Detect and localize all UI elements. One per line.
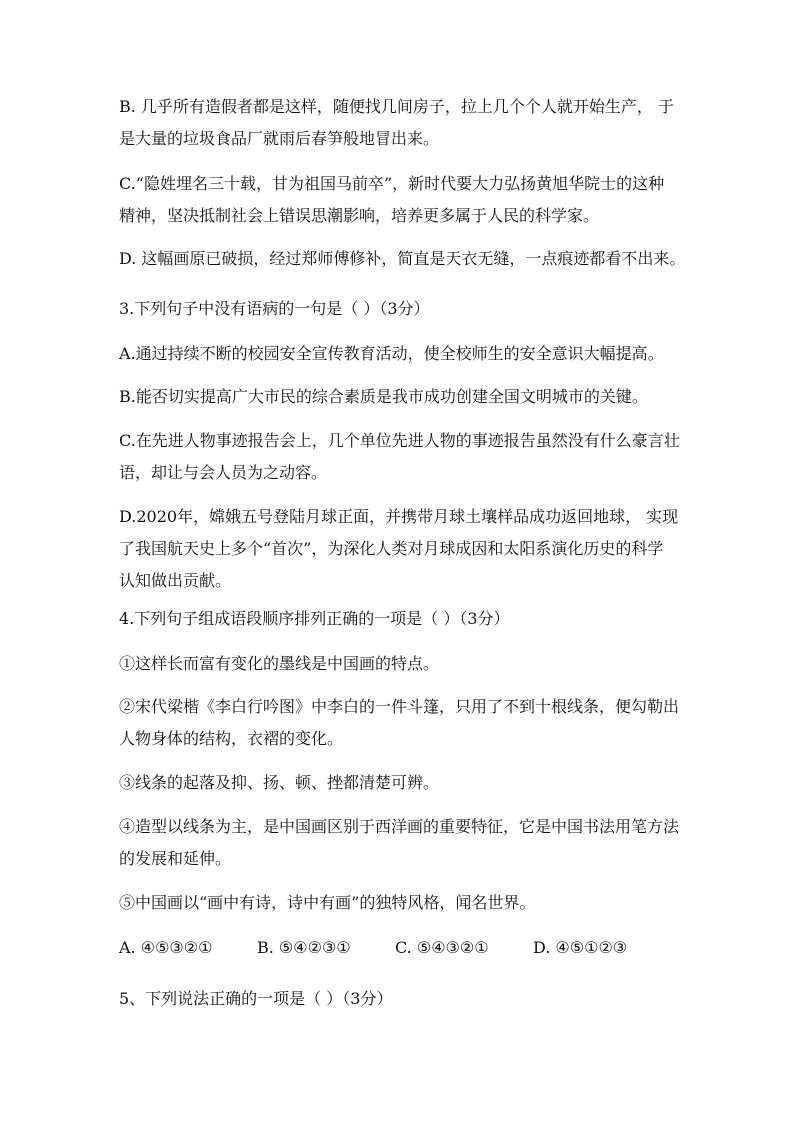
q4-sentence-5: ⑤中国画以“画中有诗，诗中有画”的独特风格，闻名世界。 xyxy=(119,893,536,912)
q4-sentence-1: ①这样长而富有变化的墨线是中国画的特点。 xyxy=(119,654,440,673)
q4-sentence-3: ③线条的起落及抑、扬、顿、挫都清楚可辨。 xyxy=(119,773,440,792)
q2-option-b-line-2: 是大量的垃圾食品厂就雨后春笋般地冒出来。 xyxy=(119,129,440,148)
q3-option-d-line-2: 了我国航天史上多个“首次”，为深化人类对月球成因和太阳系演化历史的科学 xyxy=(119,539,664,558)
q4-options xyxy=(119,937,679,959)
q3-stem: 3.下列句子中没有语病的一句是（ ）（3分） xyxy=(119,299,430,318)
q2-option-d: D. 这幅画原已破损，经过郑师傅修补，简直是天衣无缝，一点痕迹都看不出来。 xyxy=(119,249,686,268)
q4-option-d: D. ④⑤①②③ xyxy=(533,938,628,957)
q4-sentence-4-line-1: ④造型以线条为主，是中国画区别于西洋画的重要特征，它是中国书法用笔方法 xyxy=(119,817,680,836)
q3-option-d-line-1: D.2020年，嫦娥五号登陆月球正面，并携带月球土壤样品成功返回地球， 实现 xyxy=(119,507,679,526)
q3-option-b: B.能否切实提高广大市民的综合素质是我市成功创建全国文明城市的关键。 xyxy=(119,387,648,406)
q4-sentence-4-line-2: 的发展和延伸。 xyxy=(119,849,232,868)
q2-option-c-line-2: 精神，坚决抵制社会上错误思潮影响，培养更多属于人民的科学家。 xyxy=(119,206,600,225)
q4-stem: 4.下列句子组成语段顺序排列正确的一项是（ ）（3分） xyxy=(119,609,510,628)
q4-option-b: B. ⑤④②③① xyxy=(257,938,351,957)
q4-option-a: A. ④⑤③②① xyxy=(119,938,213,957)
q4-sentence-2-line-1: ②宋代梁楷《李白行吟图》中李白的一件斗篷，只用了不到十根线条，便勾勒出 xyxy=(119,697,680,716)
q3-option-c-line-2: 语，却让与会人员为之动容。 xyxy=(119,463,328,482)
q4-option-c: C. ⑤④③②① xyxy=(395,938,489,957)
q2-option-c-line-1: C.“隐姓埋名三十载，甘为祖国马前卒”，新时代要大力弘扬黄旭华院士的这种 xyxy=(119,174,665,193)
q3-option-d-line-3: 认知做出贡献。 xyxy=(119,571,232,590)
q5-stem: 5、下列说法正确的一项是（ ）（3分） xyxy=(119,989,393,1008)
q4-sentence-2-line-2: 人物身体的结构，衣褶的变化。 xyxy=(119,729,344,748)
q3-option-c-line-1: C.在先进人物事迹报告会上，几个单位先进人物的事迹报告虽然没有什么豪言壮 xyxy=(119,431,680,450)
q3-option-a: A.通过持续不断的校园安全宣传教育活动，使全校师生的安全意识大幅提高。 xyxy=(119,344,664,363)
q2-option-b-line-1: B. 几乎所有造假者都是这样，随便找几间房子，拉上几个个人就开始生产， 于 xyxy=(119,97,675,116)
